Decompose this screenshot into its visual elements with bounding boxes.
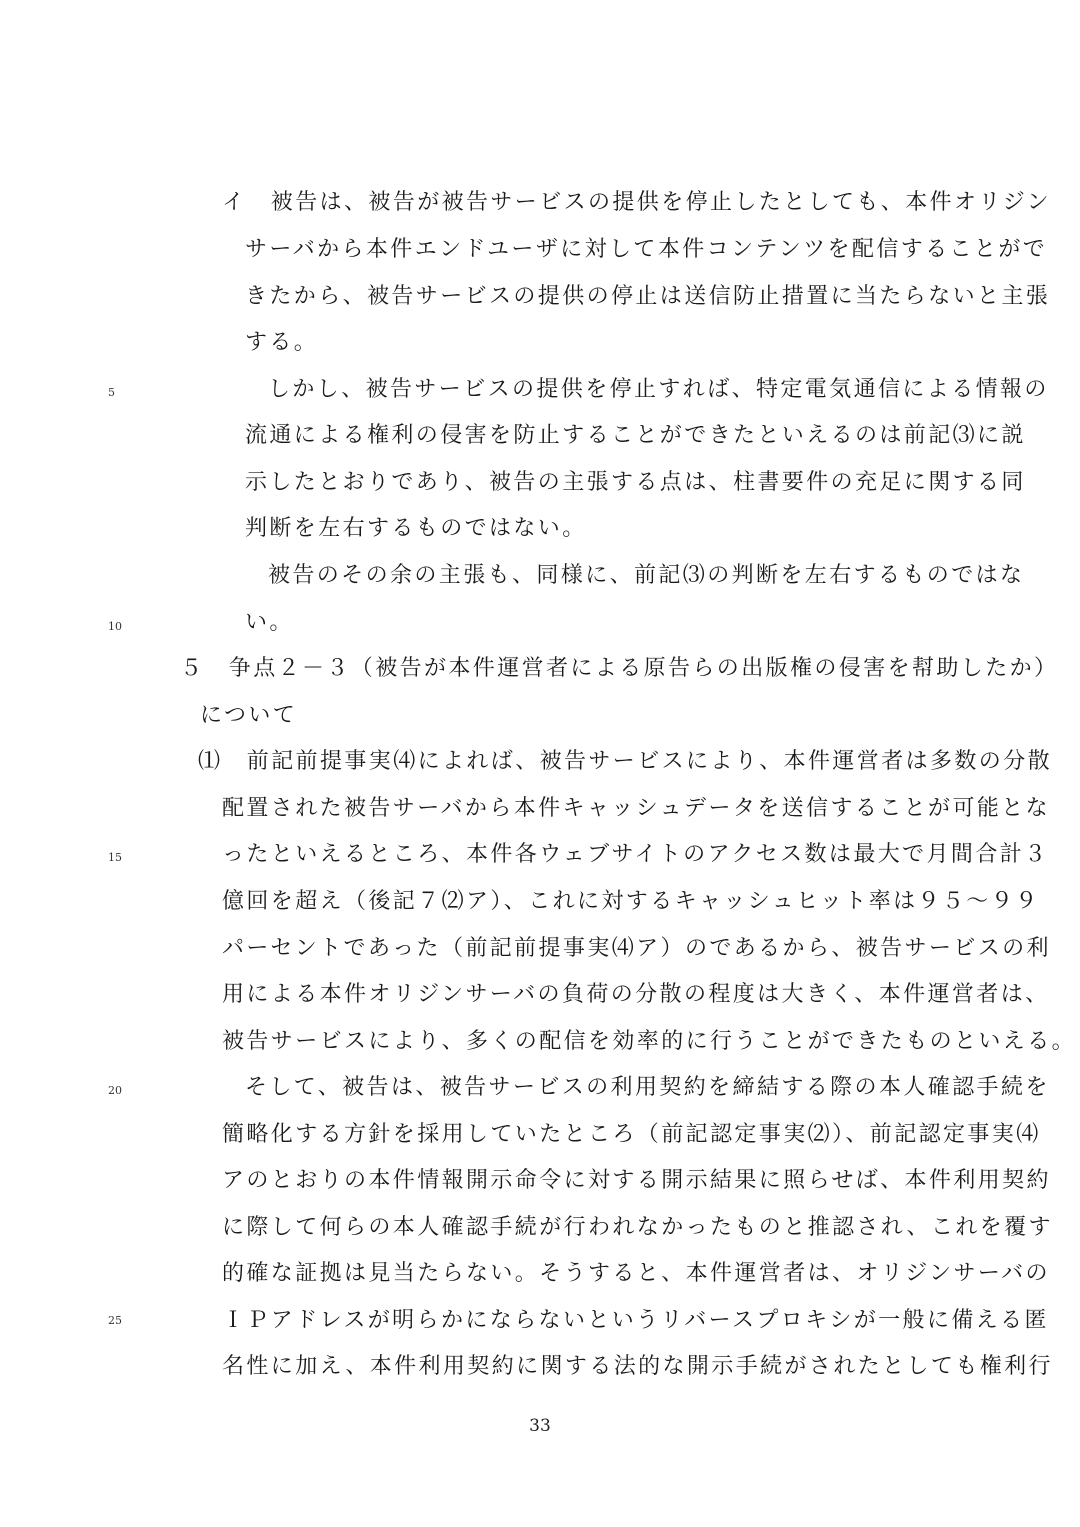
text-line: い。 bbox=[245, 610, 294, 635]
text-line: ⑴ 前記前提事実⑷によれば、被告サービスにより、本件運営者は多数の分散 bbox=[198, 749, 1053, 774]
text-line: する。 bbox=[245, 330, 319, 355]
text-line: 簡略化する方針を採用していたところ（前記認定事実⑵）、前記認定事実⑷ bbox=[222, 1122, 1041, 1147]
line-number: 25 bbox=[108, 1314, 122, 1327]
line-number: 15 bbox=[108, 851, 122, 864]
text-line: 億回を超え（後記７⑵ア）、これに対するキャッシュヒット率は９５～９９ bbox=[222, 889, 1040, 914]
text-line: アのとおりの本件情報開示命令に対する開示結果に照らせば、本件利用契約 bbox=[222, 1168, 1051, 1193]
line-number: 20 bbox=[108, 1084, 122, 1097]
page-number: 33 bbox=[529, 1416, 551, 1436]
text-line: きたから、被告サービスの提供の停止は送信防止措置に当たらないと主張 bbox=[245, 284, 1051, 309]
text-line: 名性に加え、本件利用契約に関する法的な開示手続がされたとしても権利行 bbox=[222, 1354, 1053, 1379]
section-heading: ５ 争点２－３（被告が本件運営者による原告らの出版権の侵害を幇助したか） bbox=[180, 656, 1059, 681]
text-line: に際して何らの本人確認手続が行われなかったものと推認され、これを覆す bbox=[222, 1215, 1053, 1240]
text-line: イ 被告は、被告が被告サービスの提供を停止したとしても、本件オリジン bbox=[222, 190, 1052, 215]
text-line: 判断を左右するものではない。 bbox=[245, 516, 587, 541]
text-line: ＩＰアドレスが明らかにならないというリバースプロキシが一般に備える匿 bbox=[222, 1308, 1049, 1333]
line-number: 5 bbox=[108, 386, 115, 399]
text-line: 配置された被告サーバから本件キャッシュデータを送信することが可能とな bbox=[222, 796, 1051, 821]
line-number: 10 bbox=[108, 620, 122, 633]
text-line: 用による本件オリジンサーバの負荷の分散の程度は大きく、本件運営者は、 bbox=[222, 982, 1050, 1007]
text-line: サーバから本件エンドユーザに対して本件コンテンツを配信することがで bbox=[245, 237, 1048, 262]
text-line: 示したとおりであり、被告の主張する点は、柱書要件の充足に関する同 bbox=[245, 470, 1026, 495]
text-line: そして、被告は、被告サービスの利用契約を締結する際の本人確認手続を bbox=[245, 1075, 1050, 1100]
text-line: 被告サービスにより、多くの配信を効率的に行うことができたものといえる。 bbox=[222, 1029, 1077, 1054]
text-line: しかし、被告サービスの提供を停止すれば、特定電気通信による情報の bbox=[268, 377, 1049, 402]
text-line: 的確な証拠は見当たらない。そうすると、本件運営者は、オリジンサーバの bbox=[222, 1261, 1050, 1286]
text-line: 流通による権利の侵害を防止することができたといえるのは前記⑶に説 bbox=[245, 423, 1026, 448]
text-line: パーセントであった（前記前提事実⑷ア）のであるから、被告サービスの利 bbox=[222, 936, 1051, 961]
section-heading-cont: について bbox=[200, 703, 298, 728]
text-line: 被告のその余の主張も、同様に、前記⑶の判断を左右するものではな bbox=[268, 563, 1025, 588]
text-line: ったといえるところ、本件各ウェブサイトのアクセス数は最大で月間合計３ bbox=[222, 842, 1049, 867]
